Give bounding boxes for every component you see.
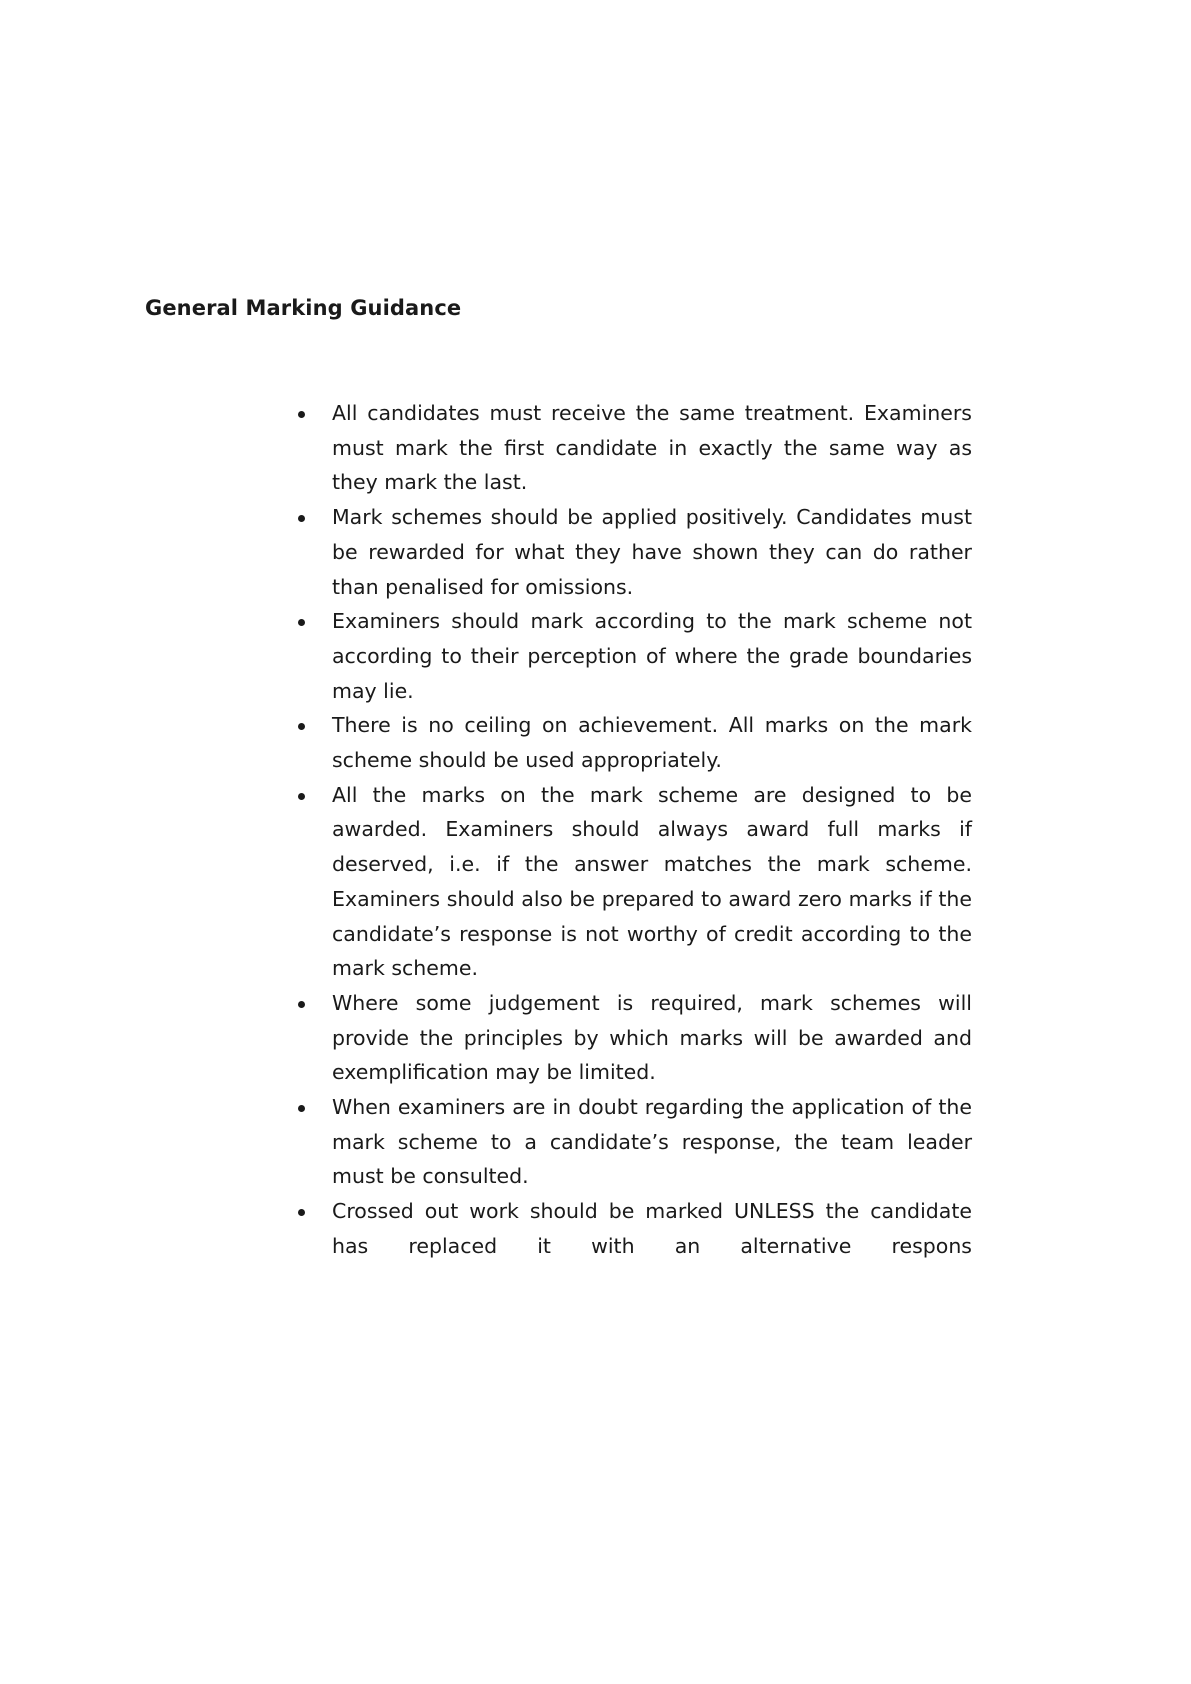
list-item <box>290 986 972 1090</box>
list-item <box>290 500 972 604</box>
list-item <box>290 1090 972 1194</box>
bullet-icon <box>298 793 305 800</box>
list-item <box>290 708 972 777</box>
bullet-icon <box>298 411 305 418</box>
list-item-text: All candidates must receive the same treatment. Examiners must mark the first candidate in exactly the same way as they mark the last. <box>332 401 972 495</box>
list-item-text: When examiners are in doubt regarding the application of the mark scheme to a candidate’s response, the team leader must be consulted. <box>332 1095 972 1189</box>
bullet-icon <box>298 1001 305 1008</box>
bullet-icon <box>298 1209 305 1216</box>
bullet-icon <box>298 1105 305 1112</box>
list-item <box>290 778 972 986</box>
list-item <box>290 396 972 500</box>
list-item <box>290 604 972 708</box>
guidance-list <box>290 396 972 1264</box>
list-item-text: Where some judgement is required, mark schemes will provide the principles by which marks will be awarded and exemplification may be limited. <box>332 990 972 1085</box>
bullet-icon <box>298 723 305 730</box>
page-title: General Marking Guidance <box>145 296 462 320</box>
list-item <box>290 1194 972 1263</box>
list-item-text: There is no ceiling on achievement. All marks on the mark scheme should be used appropriately. <box>332 713 972 773</box>
list-item-text: Mark schemes should be applied positively. Candidates must be rewarded for what they have shown they can do rather than penalised for omissions. <box>332 505 972 599</box>
bullet-icon <box>298 515 305 522</box>
list-item-text: Examiners should mark according to the mark scheme not according to their perception of where the grade boundaries may lie. <box>332 609 972 703</box>
list-item-text: Crossed out work should be marked UNLESS the candidate has replaced it with an alternative respons <box>332 1199 972 1258</box>
list-item-text: All the marks on the mark scheme are designed to be awarded. Examiners should always award full marks if deserved, i.e. if the answer matches the mark scheme. Examiners should also be prepared to award zero marks if the candidate’s response is not worthy of credit according to the mark scheme. <box>332 782 972 981</box>
bullet-icon <box>298 619 305 626</box>
